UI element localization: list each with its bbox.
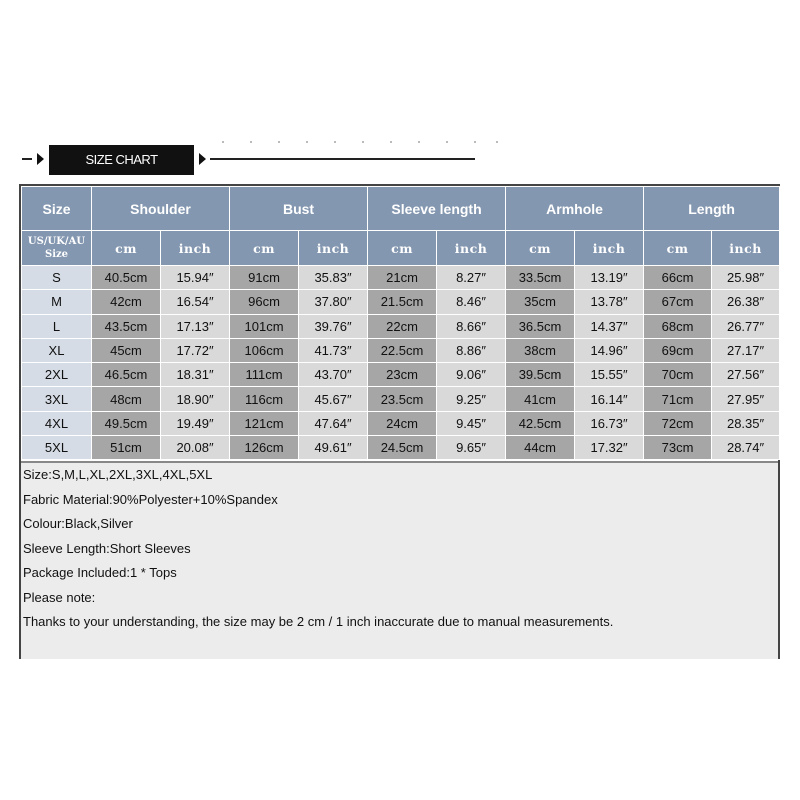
banner-dots [210,141,500,149]
cm-value-cell: 96cm [230,290,299,314]
cm-value-cell: 21cm [368,266,437,290]
note-line: Colour:Black,Silver [23,516,133,531]
inch-value-cell: 41.73″ [299,338,368,362]
inch-value-cell: 37.80″ [299,290,368,314]
table-row [22,411,780,435]
cm-value-cell: 46.5cm [92,363,161,387]
inch-value-cell: 14.37″ [575,314,644,338]
cm-value-cell: 70cm [644,363,712,387]
inch-value-cell: 15.55″ [575,363,644,387]
size-cell: S [22,266,92,290]
inch-value-cell: 26.77″ [712,314,780,338]
inch-value-cell: 9.65″ [437,436,506,460]
inch-value-cell: 17.32″ [575,436,644,460]
unit-inch: inch [299,231,368,266]
inch-value-cell: 27.56″ [712,363,780,387]
table-row [22,314,780,338]
cm-value-cell: 39.5cm [506,363,575,387]
inch-value-cell: 8.46″ [437,290,506,314]
inch-value-cell: 8.66″ [437,314,506,338]
size-cell: 4XL [22,411,92,435]
right-arrow-icon [199,153,206,165]
inch-value-cell: 9.06″ [437,363,506,387]
inch-value-cell: 47.64″ [299,411,368,435]
cm-value-cell: 51cm [92,436,161,460]
inch-value-cell: 49.61″ [299,436,368,460]
inch-value-cell: 18.31″ [161,363,230,387]
note-line: Please note: [23,589,96,605]
header-length: Length [644,187,780,231]
size-chart-frame [19,184,780,659]
inch-value-cell: 16.14″ [575,387,644,411]
cm-value-cell: 43.5cm [92,314,161,338]
unit-inch: inch [161,231,230,266]
cm-value-cell: 116cm [230,387,299,411]
unit-cm: cm [644,231,712,266]
cm-value-cell: 106cm [230,338,299,362]
size-table-body [22,266,780,460]
cm-value-cell: 73cm [644,436,712,460]
unit-inch: inch [575,231,644,266]
inch-value-cell: 45.67″ [299,387,368,411]
cm-value-cell: 91cm [230,266,299,290]
header-armhole: Armhole [506,187,644,231]
cm-value-cell: 23cm [368,363,437,387]
size-cell: M [22,290,92,314]
inch-value-cell: 13.19″ [575,266,644,290]
header-bust: Bust [230,187,368,231]
table-row [22,266,780,290]
header-region-size: US/UK/AU Size [22,231,92,266]
table-row [22,363,780,387]
cm-value-cell: 41cm [506,387,575,411]
inch-value-cell: 20.08″ [161,436,230,460]
banner-dash [22,158,32,160]
size-chart-banner [22,141,482,181]
unit-cm: cm [92,231,161,266]
inch-value-cell: 27.17″ [712,338,780,362]
cm-value-cell: 36.5cm [506,314,575,338]
inch-value-cell: 39.76″ [299,314,368,338]
inch-value-cell: 19.49″ [161,411,230,435]
table-row [22,338,780,362]
size-table [21,186,780,460]
note-line: Package Included:1 * Tops [23,565,177,580]
unit-cm: cm [368,231,437,266]
left-arrow-icon [37,153,44,165]
table-row [22,387,780,411]
inch-value-cell: 18.90″ [161,387,230,411]
note-line: Thanks to your understanding, the size may be 2 cm / 1 inch inaccurate due to manual measurements. [23,614,614,629]
cm-value-cell: 35cm [506,290,575,314]
note-line: Fabric Material:90%Polyester+10%Spandex [23,491,278,507]
inch-value-cell: 27.95″ [712,387,780,411]
cm-value-cell: 71cm [644,387,712,411]
inch-value-cell: 9.45″ [437,411,506,435]
header-shoulder: Shoulder [92,187,230,231]
unit-inch: inch [712,231,780,266]
cm-value-cell: 22cm [368,314,437,338]
cm-value-cell: 21.5cm [368,290,437,314]
header-row [22,187,780,231]
size-cell: XL [22,338,92,362]
cm-value-cell: 45cm [92,338,161,362]
banner-rule [210,158,475,160]
cm-value-cell: 42cm [92,290,161,314]
banner-title: SIZE CHART [49,145,194,175]
cm-value-cell: 72cm [644,411,712,435]
inch-value-cell: 28.35″ [712,411,780,435]
product-notes [21,461,778,659]
inch-value-cell: 25.98″ [712,266,780,290]
inch-value-cell: 9.25″ [437,387,506,411]
note-line: Size:S,M,L,XL,2XL,3XL,4XL,5XL [23,467,213,482]
cm-value-cell: 24cm [368,411,437,435]
cm-value-cell: 111cm [230,363,299,387]
inch-value-cell: 35.83″ [299,266,368,290]
table-row [22,436,780,460]
inch-value-cell: 8.86″ [437,338,506,362]
size-cell: 2XL [22,363,92,387]
cm-value-cell: 67cm [644,290,712,314]
header-sleeve-length: Sleeve length [368,187,506,231]
inch-value-cell: 15.94″ [161,266,230,290]
inch-value-cell: 26.38″ [712,290,780,314]
cm-value-cell: 24.5cm [368,436,437,460]
cm-value-cell: 49.5cm [92,411,161,435]
inch-value-cell: 8.27″ [437,266,506,290]
cm-value-cell: 22.5cm [368,338,437,362]
header-size: Size [22,187,92,231]
inch-value-cell: 28.74″ [712,436,780,460]
cm-value-cell: 23.5cm [368,387,437,411]
cm-value-cell: 68cm [644,314,712,338]
inch-value-cell: 13.78″ [575,290,644,314]
note-line: Sleeve Length:Short Sleeves [23,540,191,556]
cm-value-cell: 121cm [230,411,299,435]
cm-value-cell: 44cm [506,436,575,460]
inch-value-cell: 16.54″ [161,290,230,314]
table-row [22,290,780,314]
inch-value-cell: 43.70″ [299,363,368,387]
cm-value-cell: 69cm [644,338,712,362]
cm-value-cell: 38cm [506,338,575,362]
inch-value-cell: 14.96″ [575,338,644,362]
inch-value-cell: 17.72″ [161,338,230,362]
inch-value-cell: 16.73″ [575,411,644,435]
size-cell: L [22,314,92,338]
unit-cm: cm [506,231,575,266]
cm-value-cell: 42.5cm [506,411,575,435]
size-cell: 3XL [22,387,92,411]
size-cell: 5XL [22,436,92,460]
cm-value-cell: 40.5cm [92,266,161,290]
cm-value-cell: 66cm [644,266,712,290]
cm-value-cell: 48cm [92,387,161,411]
unit-row [22,231,780,266]
cm-value-cell: 33.5cm [506,266,575,290]
inch-value-cell: 17.13″ [161,314,230,338]
cm-value-cell: 101cm [230,314,299,338]
unit-inch: inch [437,231,506,266]
unit-cm: cm [230,231,299,266]
cm-value-cell: 126cm [230,436,299,460]
